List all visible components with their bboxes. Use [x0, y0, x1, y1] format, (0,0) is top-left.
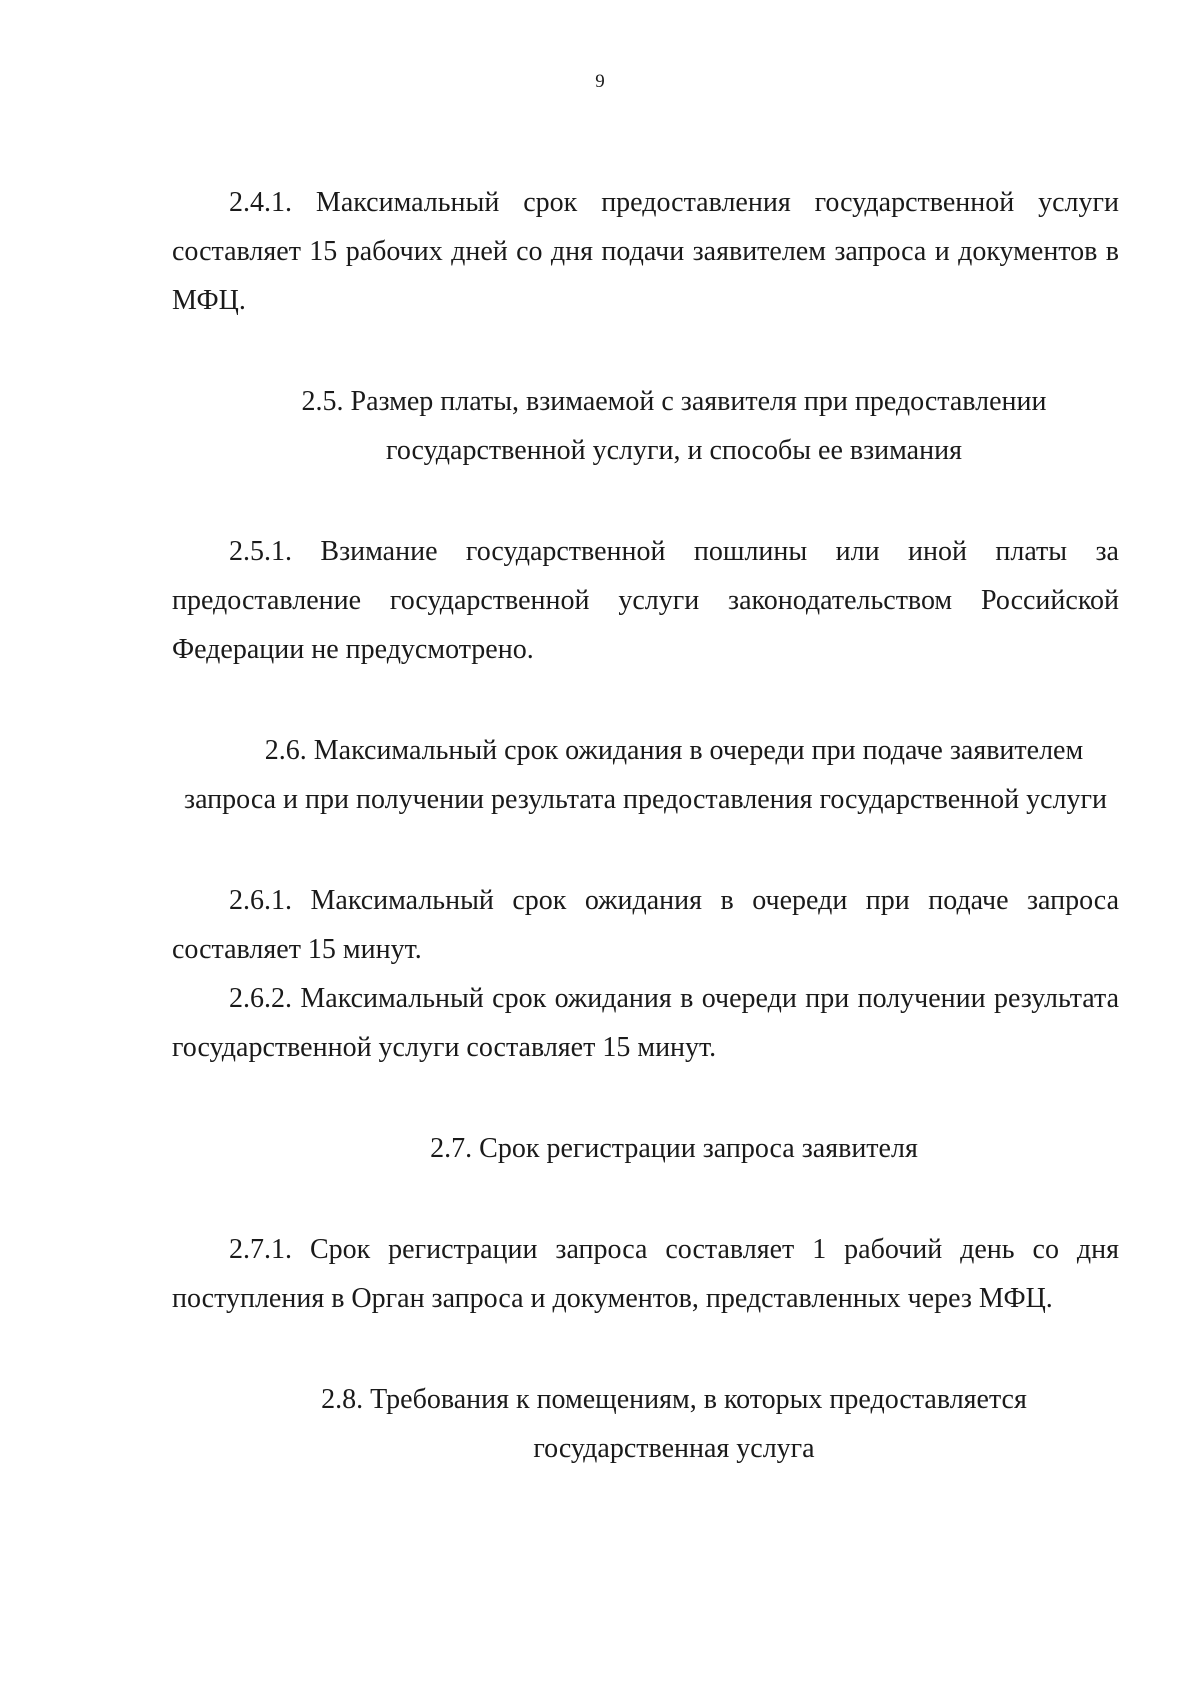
paragraph-2-6-2: 2.6.2. Максимальный срок ожидания в очереди при получении результата государственной услуги составляет 15 минут.: [172, 983, 1119, 1063]
heading-2-7: [172, 1124, 1119, 1173]
paragraph-2-6-1: 2.6.1. Максимальный срок ожидания в очереди при подаче запроса составляет 15 минут.: [172, 885, 1119, 965]
heading-2-8: [172, 1375, 1119, 1473]
heading-2-5: [172, 377, 1119, 475]
heading-2-6: [172, 726, 1119, 824]
document-body: [172, 178, 1119, 1473]
paragraph-2-5-1: 2.5.1. Взимание государственной пошлины или иной платы за предоставление государственной услуги законодательством Российской Федерации не предусмотрено.: [172, 536, 1119, 665]
heading-2-8-line-1: 2.8. Требования к помещениям, в которых предоставляется: [321, 1384, 1027, 1415]
heading-2-5-line-1: 2.5. Размер платы, взимаемой с заявителя при предоставлении: [301, 386, 1047, 417]
heading-2-7-line-1: 2.7. Срок регистрации запроса заявителя: [430, 1133, 918, 1164]
heading-2-6-line-2: запроса и при получении результата предоставления государственной услуги: [184, 784, 1107, 815]
paragraph-2-7-1: 2.7.1. Срок регистрации запроса составляет 1 рабочий день со дня поступления в Орган запроса и документов, представленных через МФЦ.: [172, 1234, 1119, 1314]
heading-2-8-line-2: государственная услуга: [533, 1433, 815, 1464]
page-number: 9: [595, 71, 605, 92]
heading-2-6-line-1: 2.6. Максимальный срок ожидания в очереди при подаче заявителем: [264, 735, 1084, 766]
paragraph-2-4-1: 2.4.1. Максимальный срок предоставления государственной услуги составляет 15 рабочих дней со дня подачи заявителем запроса и документов в МФЦ.: [172, 187, 1119, 316]
heading-2-5-line-2: государственной услуги, и способы ее взимания: [386, 435, 962, 466]
